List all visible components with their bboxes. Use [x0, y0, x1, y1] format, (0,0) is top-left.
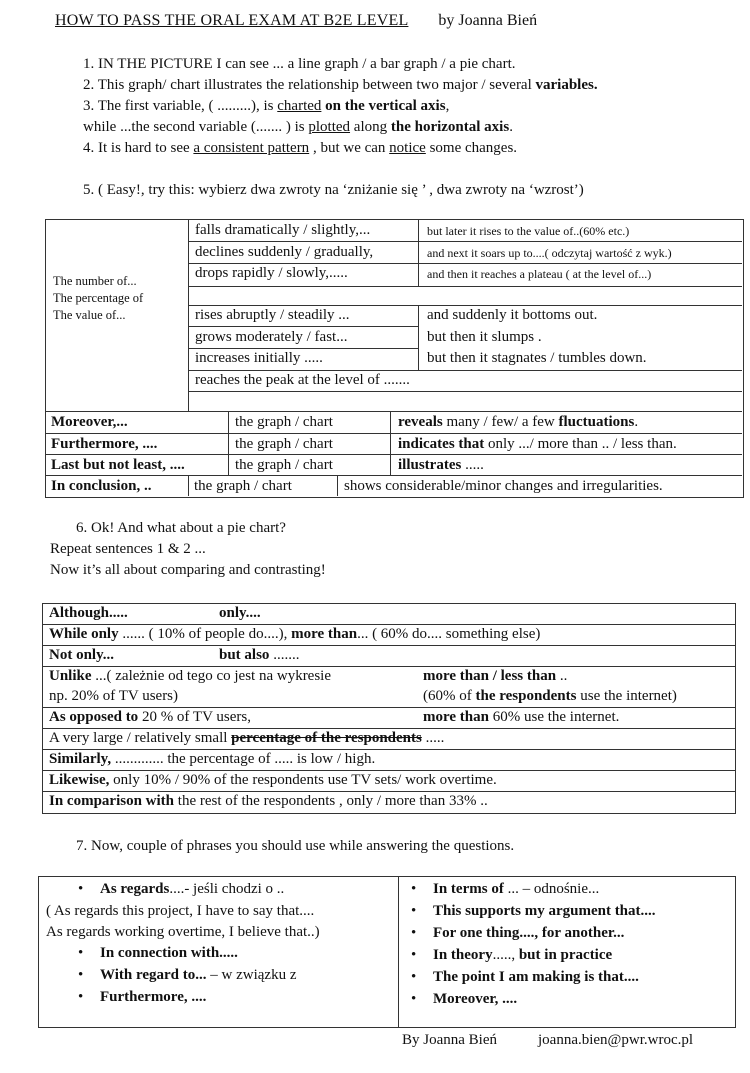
link-shows: shows considerable/minor changes and irregularities. — [344, 478, 663, 494]
intro-line-4: 4. It is hard to see a consistent pattern , but we can notice some changes. — [83, 140, 518, 156]
label-percentage-of: The percentage of — [53, 291, 144, 305]
pie-row-while-only: While only ...... ( 10% of people do....), more than... ( 60% do.... something else) — [42, 624, 736, 646]
trend-later-rises: but later it rises to the value of..(60% etc.) — [427, 224, 630, 238]
pie-row-very-large: A very large / relatively small percentage of the respondents ..... — [42, 728, 736, 750]
phrase-supports: • This supports my argument that.... — [433, 903, 656, 920]
trend-increases: increases initially ..... — [195, 350, 323, 366]
intro-line-3: 3. The first variable, ( .........), is charted on the vertical axis, — [83, 98, 450, 114]
phrase-in-theory: • In theory....., but in practice — [433, 947, 612, 964]
link-illustrates: illustrates ..... — [398, 457, 484, 473]
phrase-example-2: As regards working overtime, I believe that..) — [46, 924, 320, 940]
trend-bottoms-out: and suddenly it bottoms out. — [427, 307, 598, 323]
link-last-but-not-least: Last but not least, .... — [51, 457, 185, 473]
trend-declines: declines suddenly / gradually, — [195, 244, 374, 260]
link-graph-2: the graph / chart — [235, 436, 333, 452]
intro-line-3b: while ...the second variable (....... ) is plotted along the horizontal axis. — [83, 119, 513, 135]
phrase-moreover: • Moreover, .... — [433, 991, 517, 1008]
trend-soars: and next it soars up to....( odczytaj wartość z wyk.) — [427, 246, 672, 260]
trend-peak: reaches the peak at the level of ....... — [195, 372, 410, 388]
phrase-point: • The point I am making is that.... — [433, 969, 639, 986]
link-reveals: reveals many / few/ a few fluctuations. — [398, 414, 639, 430]
link-in-conclusion: In conclusion, .. — [51, 478, 152, 494]
title-author: by Joanna Bień — [438, 12, 538, 29]
pie-compare: Now it’s all about comparing and contrasting! — [50, 562, 326, 578]
pie-row-not-only: Not only... but also ....... — [42, 645, 736, 667]
trend-rises: rises abruptly / steadily ... — [195, 307, 350, 323]
trend-grows: grows moderately / fast... — [195, 329, 348, 345]
title-text: HOW TO PASS THE ORAL EXAM AT B2E LEVEL — [55, 12, 409, 29]
phrase-furthermore: • Furthermore, .... — [100, 989, 206, 1006]
phrase-example-1: ( As regards this project, I have to say that.... — [46, 903, 315, 919]
link-indicates: indicates that only .../ more than .. / less than. — [398, 436, 677, 452]
phrase-one-thing: • For one thing...., for another... — [433, 925, 624, 942]
pie-row-similarly: Similarly, ............. the percentage of ..... is low / high. — [42, 749, 736, 771]
pie-row-as-opposed: As opposed to 20 % of TV users, more than 60% use the internet. — [42, 707, 736, 729]
link-graph-3: the graph / chart — [235, 457, 333, 473]
pie-row-likewise: Likewise, only 10% / 90% of the respondents use TV sets/ work overtime. — [42, 770, 736, 792]
label-number-of: The number of... — [53, 274, 137, 288]
link-graph-4: the graph / chart — [194, 478, 292, 494]
phrases-heading: 7. Now, couple of phrases you should use while answering the questions. — [76, 838, 515, 854]
page-title — [55, 12, 537, 30]
pie-row-although: Although..... only.... — [42, 603, 736, 625]
intro-line-1: 1. IN THE PICTURE I can see ... a line graph / a bar graph / a pie chart. — [83, 56, 516, 72]
trend-slumps: but then it slumps . — [427, 329, 542, 345]
phrase-in-terms-of: • In terms of ... – odnośnie... — [433, 881, 599, 898]
phrase-in-connection: • In connection with..... — [100, 945, 238, 962]
intro-line-5: 5. ( Easy!, try this: wybierz dwa zwroty na ‘zniżanie się ’ , dwa zwroty na ‘wzrost’) — [83, 182, 584, 198]
pie-heading: 6. Ok! And what about a pie chart? — [76, 520, 286, 536]
intro-line-2: 2. This graph/ chart illustrates the relationship between two major / several variables. — [83, 77, 598, 93]
link-moreover: Moreover,... — [51, 414, 128, 430]
pie-repeat: Repeat sentences 1 & 2 ... — [50, 541, 206, 557]
phrase-with-regard: • With regard to... – w związku z — [100, 967, 297, 984]
pie-row-unlike: Unlike ...( zależnie od tego co jest na wykresie more than / less than .. np. 20% of TV users) (60% of the respondents use the internet) — [42, 666, 736, 708]
trend-plateau: and then it reaches a plateau ( at the level of...) — [427, 267, 652, 281]
link-graph-1: the graph / chart — [235, 414, 333, 430]
footer-author: By Joanna Bień — [402, 1032, 497, 1048]
footer-email: joanna.bien@pwr.wroc.pl — [538, 1032, 694, 1048]
label-value-of: The value of... — [53, 308, 126, 322]
trend-drops: drops rapidly / slowly,..... — [195, 265, 348, 281]
trend-stagnates: but then it stagnates / tumbles down. — [427, 350, 647, 366]
phrase-as-regards: • As regards....- jeśli chodzi o .. — [100, 881, 284, 898]
trend-falls: falls dramatically / slightly,... — [195, 222, 371, 238]
pie-row-comparison: In comparison with the rest of the respondents , only / more than 33% .. — [42, 791, 736, 814]
link-furthermore: Furthermore, .... — [51, 436, 158, 452]
